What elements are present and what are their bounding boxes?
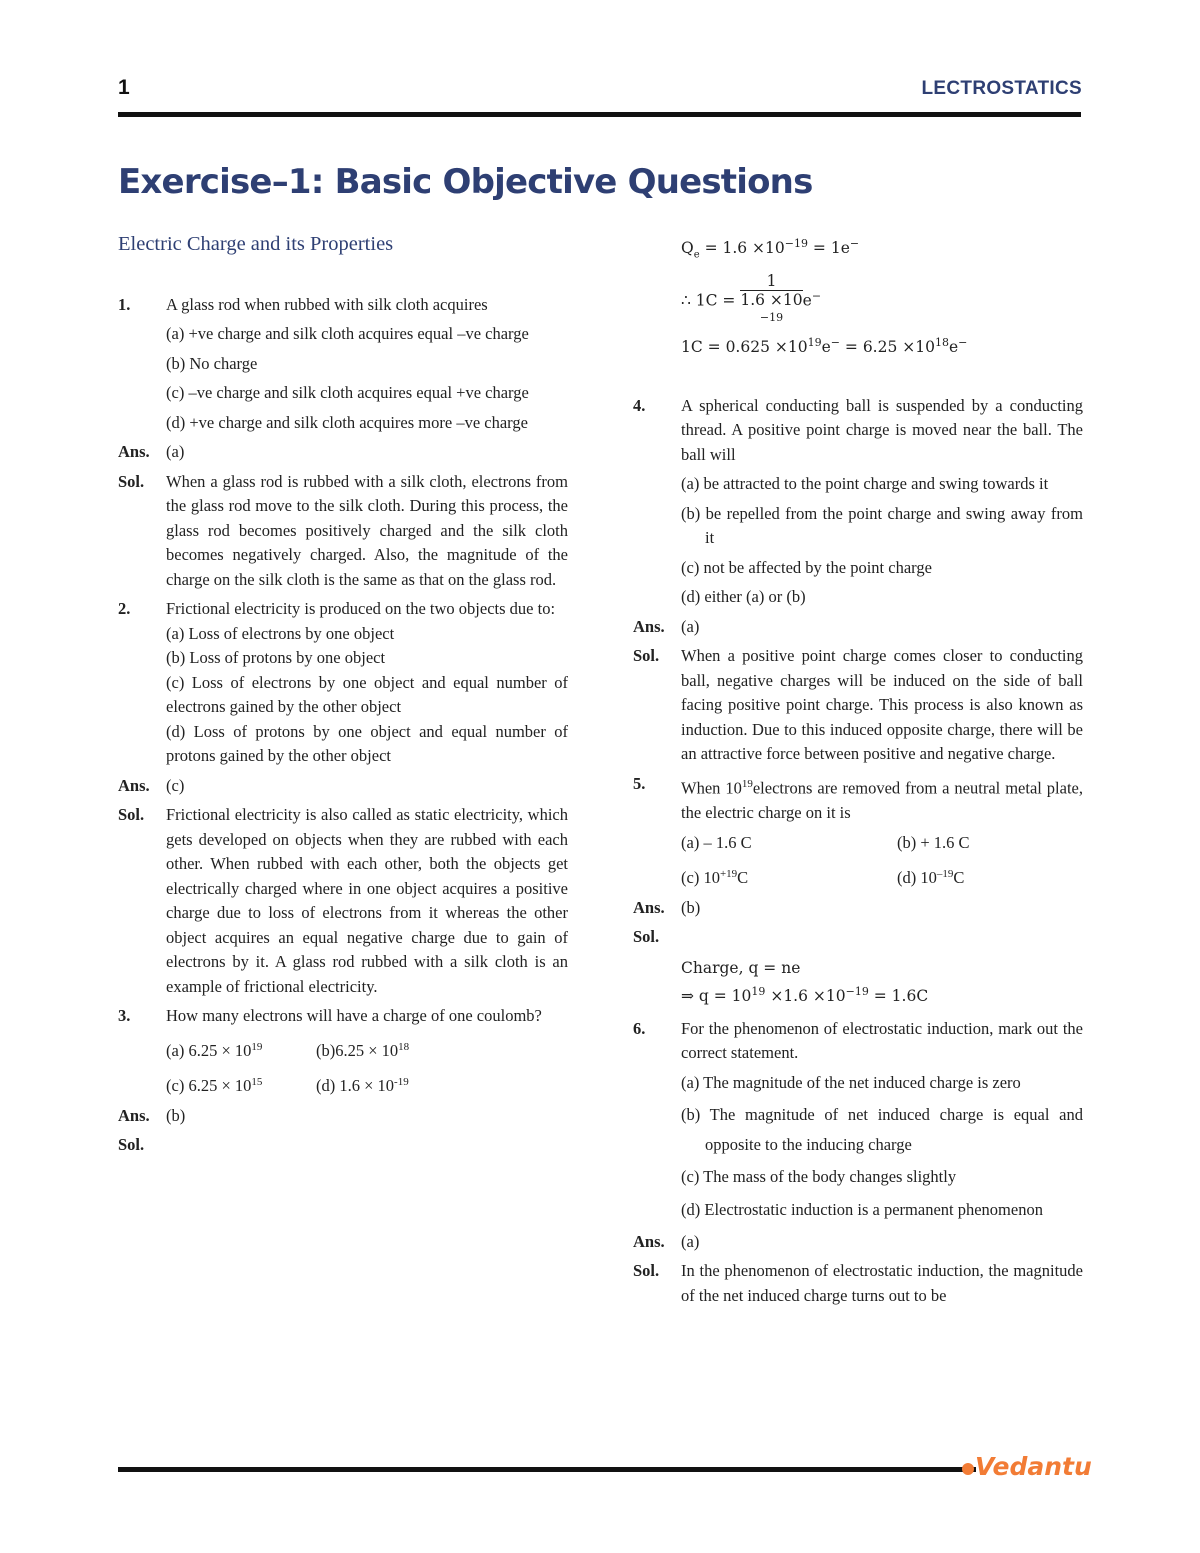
question-text: Frictional electricity is produced on the two objects due to: <box>166 599 556 618</box>
answer-label: Ans. <box>118 775 150 795</box>
solution <box>118 470 568 593</box>
option-d: (d) Loss of protons by one object and equal number of protons gained by the other object <box>166 721 568 765</box>
solution-text: Frictional electricity is also called as static electricity, which gets developed on objects when they are rubbed with each other. When rubbed with each other, both the objects get electrically charged where in one object acquires a positive charge due to loss of electrons from it whereas the other object acquires an equal negative charge due to gain of electrons by it. A glass rod rubbed with a silk cloth is an example of frictional electricity. <box>166 805 568 996</box>
right-column <box>633 232 1083 1308</box>
options-row-2 <box>681 862 1083 891</box>
option-b: (b) No charge <box>166 353 258 373</box>
question-number: 5. <box>633 773 646 793</box>
solution-text: In the phenomenon of electrostatic induction, the magnitude of the net induced charge turns out to be <box>681 1261 1083 1305</box>
fraction: 1 1.6 ×10 $^{-19}$ <box>740 271 803 324</box>
option-c: (c) not be affected by the point charge <box>681 557 932 577</box>
option-d: (d) $1.6 \times 10^{-19}$ <box>316 1075 409 1095</box>
question-text: How many electrons will have a charge of one coulomb? <box>166 1006 542 1025</box>
option-d: (d) $10^{-19}C$ <box>897 867 965 888</box>
vedantu-logo: Vedantu <box>975 1452 1092 1481</box>
answer <box>118 440 568 465</box>
option-d: (d) +ve charge and silk cloth acquires more –ve charge <box>166 412 528 432</box>
answer-label: Ans. <box>633 1231 665 1251</box>
option-a: (a) be attracted to the point charge and swing towards it <box>681 474 1049 494</box>
option-a: (a) The magnitude of the net induced charge is zero <box>681 1072 1021 1092</box>
page-title: Exercise–1: Basic Objective Questions <box>118 162 813 202</box>
options-row-1 <box>166 1035 568 1064</box>
solution-label: Sol. <box>633 646 660 666</box>
solution <box>118 803 568 999</box>
solution-label: Sol. <box>118 805 145 824</box>
math-line-2: ∴ 1C = 1 1.6 ×10 $^{-19}$ e− <box>681 272 1083 331</box>
solution-label: Sol. <box>118 471 145 491</box>
question-number: 4. <box>633 395 646 415</box>
header-divider <box>118 112 1081 117</box>
question-4 <box>633 394 1083 468</box>
section-heading: Electric Charge and its Properties <box>118 233 394 255</box>
option-c: (c) Loss of electrons by one object and equal number of electrons gained by the other object <box>166 672 568 716</box>
question-number: 6. <box>633 1018 646 1038</box>
question-number: 2. <box>118 599 131 618</box>
question-2 <box>118 597 568 622</box>
question-3 <box>118 1004 568 1029</box>
answer-label: Ans. <box>633 616 665 636</box>
question-text: For the phenomenon of electrostatic induction, mark out the correct statement. <box>681 1018 1083 1063</box>
question-6 <box>633 1017 1083 1066</box>
question-text: A spherical conducting ball is suspended by a conducting thread. A positive point charge is moved near the ball. The ball will <box>681 395 1083 464</box>
answer-value: (b) <box>166 1105 186 1125</box>
options-row-2 <box>166 1070 568 1099</box>
option-c: (c) –ve charge and silk cloth acquires equal +ve charge <box>166 383 529 402</box>
left-column <box>118 232 568 1158</box>
answer-value: (a) <box>166 442 185 461</box>
question-number: 1. <box>118 294 131 314</box>
question-1 <box>118 293 568 318</box>
question-text: When $10^{19}electrons$ are removed from a neutral metal plate, the electric charge on it is <box>681 777 1083 822</box>
question-5 <box>633 772 1083 826</box>
option-d: (d) either (a) or (b) <box>681 587 806 607</box>
option-b: (b) Loss of protons by one object <box>166 648 386 667</box>
solution <box>633 644 1083 767</box>
answer <box>633 1230 1083 1255</box>
answer <box>633 896 1083 921</box>
solution-label: Sol. <box>633 1261 660 1281</box>
solution <box>633 1259 1083 1308</box>
options-row-1 <box>681 831 1083 856</box>
math-line-3: $1C = 0.625 \times 10^{19}e^- = 6.25 \times 10^{18}e^-$ <box>681 335 968 357</box>
page-number: 1 <box>118 76 130 99</box>
answer-value: (c) <box>166 775 185 795</box>
chapter-title: LECTROSTATICS <box>921 78 1082 99</box>
solution-text: When a positive point charge comes closer to conducting ball, negative charges will be induced on the side of ball facing positive point charge. This process is also known as induction. Due to this induced opposite charge, there will be an attractive force between positive and negative charge. <box>681 646 1083 764</box>
option-c: (c) The mass of the body changes slightly <box>681 1167 957 1187</box>
option-b: (b) + 1.6 C <box>897 833 970 853</box>
solution <box>633 925 1083 950</box>
math-line-4: Charge, q = ne <box>681 958 801 977</box>
solution <box>118 1133 568 1158</box>
answer-label: Ans. <box>118 442 150 461</box>
footer-dot <box>962 1463 974 1475</box>
question-number: 3. <box>118 1006 131 1025</box>
question-text: A glass rod when rubbed with silk cloth acquires <box>166 294 488 314</box>
option-b: $(b)6.25 \times 10^{18}$ <box>316 1040 410 1060</box>
option-c: (c) $6.25 \times 10^{15}$ <box>166 1075 263 1095</box>
option-d: (d) Electrostatic induction is a permanent phenomenon <box>681 1199 1043 1219</box>
math-line-5: ⇒ $q = 10^{19} \times 1.6 \times 10^{-19} = 1.6C$ <box>681 985 929 1006</box>
option-a: (a) Loss of electrons by one object <box>166 623 395 643</box>
option-a: (a) +ve charge and silk cloth acquires equal –ve charge <box>166 324 529 343</box>
option-a: (a) – 1.6 C <box>681 833 752 853</box>
solution-text: When a glass rod is rubbed with a silk cloth, electrons from the glass rod move to the silk cloth. During this process, the glass rod becomes positively charged and the silk cloth becomes negatively charged. Also, the magnitude of the charge on the silk cloth is the same as that on the glass rod. <box>166 471 568 589</box>
solution-label: Sol. <box>118 1135 145 1154</box>
answer-label: Ans. <box>633 897 665 917</box>
answer-value: (b) <box>681 897 701 917</box>
answer <box>633 615 1083 640</box>
option-a: (a) $6.25 \times 10^{19}$ <box>166 1040 263 1060</box>
answer <box>118 774 568 799</box>
answer <box>118 1104 568 1129</box>
option-b: (b) The magnitude of net induced charge is equal and opposite to the inducing charge <box>681 1105 1083 1155</box>
math-line-1: $Q_e = 1.6 \times 10^{-19} = 1e^-$ <box>681 237 860 261</box>
answer-value: (a) <box>681 616 700 636</box>
option-c: (c) $10^{+19}C$ <box>681 867 749 888</box>
option-b: (b) be repelled from the point charge and swing away from it <box>681 503 1083 548</box>
answer-value: (a) <box>681 1231 700 1251</box>
answer-label: Ans. <box>118 1105 150 1125</box>
footer-divider <box>118 1467 976 1472</box>
solution-label: Sol. <box>633 927 660 947</box>
